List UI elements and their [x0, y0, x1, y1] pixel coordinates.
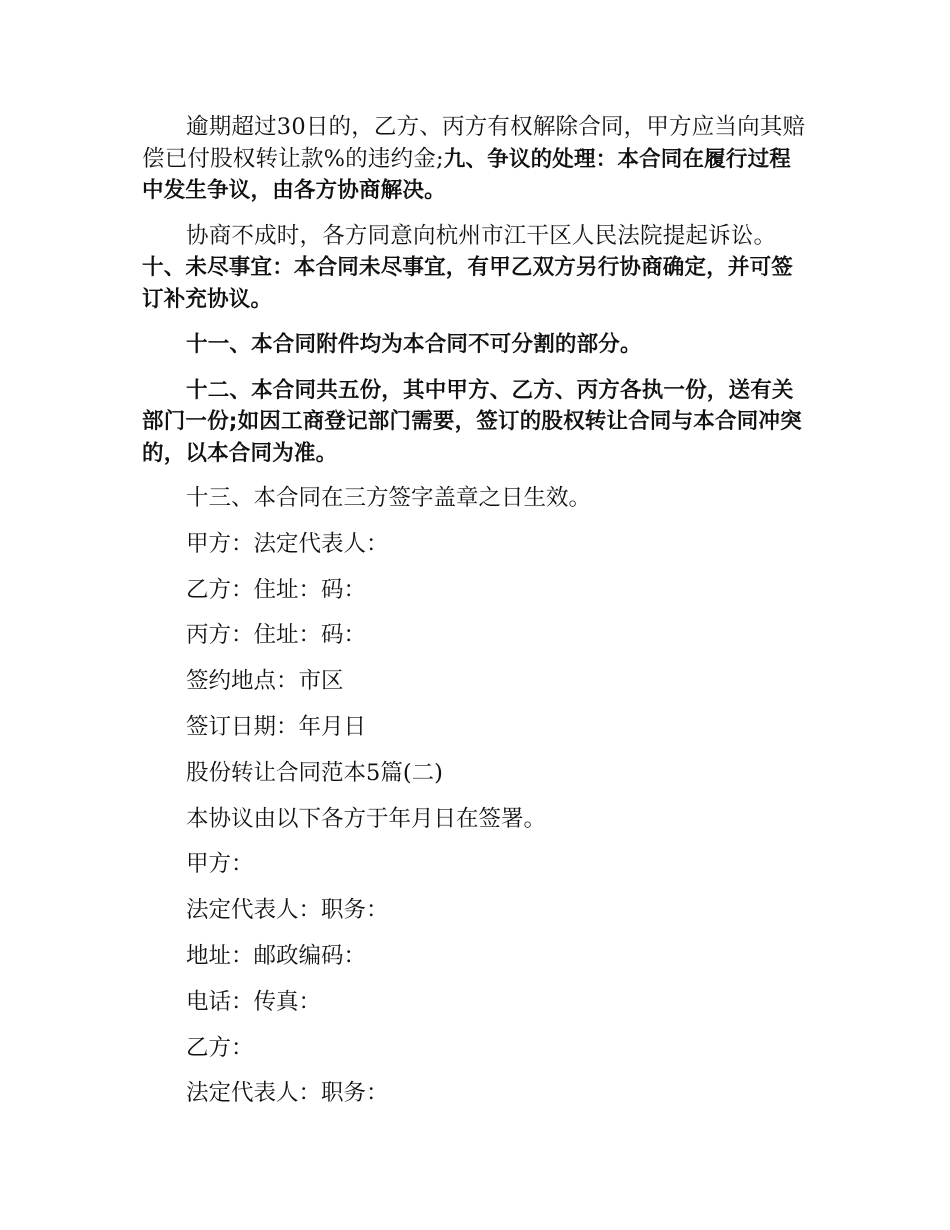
party-b-representative-line: 法定代表人：职务： [186, 1080, 389, 1107]
litigation-clause-text: 协商不成时，各方同意向杭州市江干区人民法院提起诉讼。 [186, 222, 777, 249]
party-a-address-line: 地址：邮政编码： [186, 942, 367, 969]
misc-clause-heading: 十、未尽事宜：本合同未尽事宜，有甲乙双方另行协商确定，并可签订补充协议。 [142, 255, 794, 312]
paragraph-litigation-and-misc [142, 221, 810, 316]
party-a-label: 甲方： [186, 851, 254, 878]
party-a-phone-line: 电话：传真： [186, 988, 322, 1015]
paragraph-copies-clause: 十二、本合同共五份，其中甲方、乙方、丙方各执一份，送有关部门一份;如因工商登记部门需要，签订的股权转让合同与本合同冲突的，以本合同为准。 [142, 377, 802, 466]
party-b-signature-line: 乙方：住址：码： [186, 576, 367, 603]
party-c-signature-line: 丙方：住址：码： [186, 622, 367, 649]
document-body [142, 112, 810, 1124]
signing-date-line: 签订日期：年月日 [186, 713, 367, 740]
signing-place-line: 签约地点：市区 [186, 668, 344, 695]
paragraph-breach-and-dispute [142, 112, 810, 207]
dispute-clause-heading: 九、争议的处理：本合同在履行过程中发生争议，由各方协商解决。 [142, 146, 791, 203]
section-title-2: 股份转让合同范本5篇(二) [186, 759, 443, 786]
party-a-signature-line: 甲方：法定代表人： [186, 530, 389, 557]
paragraph-attachments-clause: 十一、本合同附件均为本合同不可分割的部分。 [186, 332, 642, 357]
effective-date-clause: 十三、本合同在三方签字盖章之日生效。 [186, 485, 592, 511]
party-b-label: 乙方： [186, 1034, 254, 1061]
breach-clause-text: 逾期超过30日的，乙方、丙方有权解除合同，甲方应当向其赔偿已付股权转让款%的违约金; [142, 114, 806, 172]
agreement-intro-line: 本协议由以下各方于年月日在签署。 [186, 805, 547, 832]
party-a-representative-line: 法定代表人：职务： [186, 897, 389, 924]
